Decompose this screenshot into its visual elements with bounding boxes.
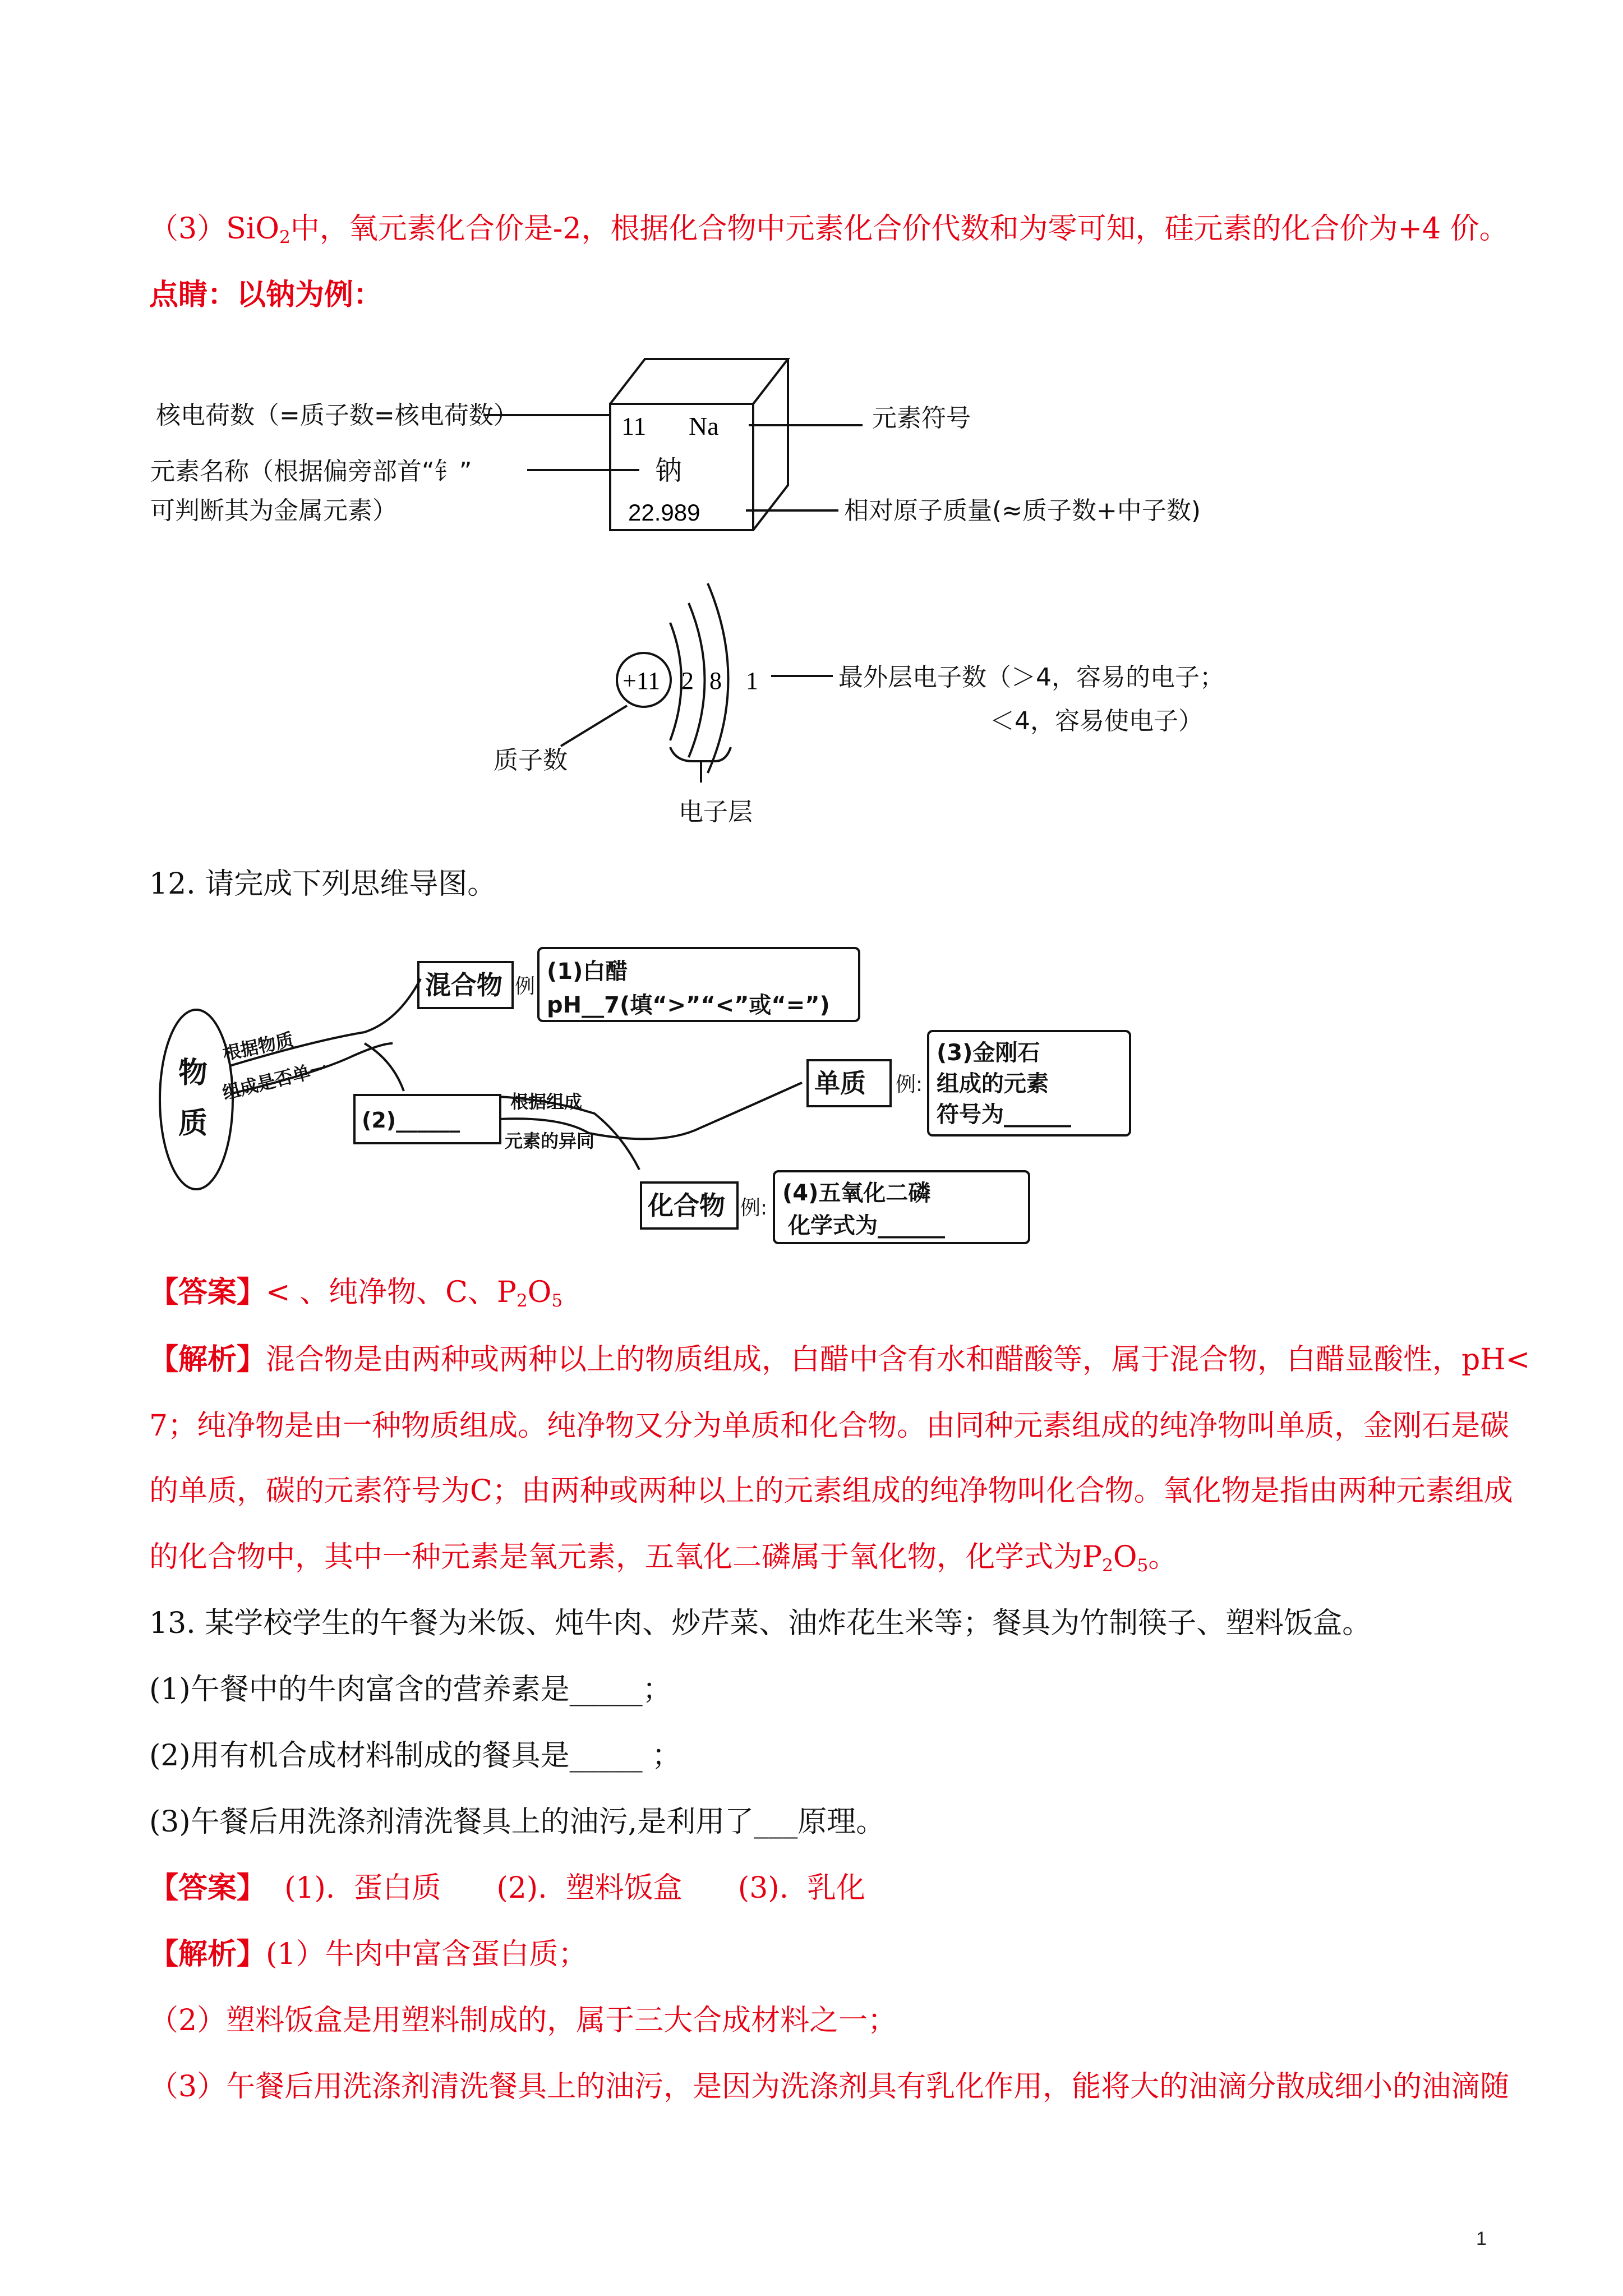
shell-3-count: 1 [746,667,758,694]
shell-2-count: 8 [709,667,722,694]
proton-label: 质子数 [494,746,568,775]
atom-structure-diagram [561,583,833,783]
element-name-label-1: 元素名称（根据偏旁部首“钅” [150,457,472,486]
mindmap-root-ellipse [160,1010,233,1189]
shell-brace [670,747,731,761]
mixture-example-2: pH__7(填“>”“<”或“=”) [547,992,830,1018]
tile-atomic-number: 11 [621,412,647,440]
q12-analysis-4: 的化合物中，其中一种元素是氧元素，五氧化二磷属于氧化物，化学式为$P_2O_5$。 [149,1540,1178,1576]
q13-answer: 【答案】 (1). 蛋白质 (2). 塑料饭盒 (3). 乳化 [149,1871,866,1905]
mindmap-branch-to-pure [365,1043,404,1091]
tip-line: 点睛：以钠为例： [149,278,383,312]
shell-1-count: 2 [681,667,694,694]
proton-pointer [561,706,627,746]
element-example-2: 组成的元素 [937,1071,1049,1097]
q13-part-3: (3)午餐后用洗涤剂清洗餐具上的油污,是利用了___原理。 [149,1805,886,1839]
tile-mass: 22.989 [628,499,700,526]
outer-electron-label-2: ＜4，容易使电子） [990,707,1203,735]
mindmap-branch-label-4: 元素的异同 [505,1130,595,1152]
pure-substance-blank: (2)______ [362,1108,460,1133]
compound-example-2: 化学式为______ [788,1213,945,1239]
mindmap-branch-label-2: 组成是否单一 [220,1057,330,1104]
element-example-marker: 例: [896,1073,923,1096]
compound-label: 化合物 [648,1190,725,1221]
nucleus-charge: +11 [623,667,661,694]
question-13: 13. 某学校学生的午餐为米饭、炖牛肉、炒芹菜、油炸花生米等；餐具为竹制筷子、塑料饭盒。 [149,1607,1372,1640]
element-label: 单质 [814,1068,866,1098]
tile-side-face [753,359,788,530]
element-name-label-2: 可判断其为金属元素） [150,496,397,525]
q13-analysis-2: （2）塑料饭盒是用塑料制成的，属于三大合成材料之一； [149,2004,897,2037]
q13-analysis-1: 【解析】(1）牛肉中富含蛋白质； [149,1937,588,1971]
q12-analysis-2: 7；纯净物是由一种物质组成。纯净物又分为单质和化合物。由同种元素组成的纯净物叫单质，金刚石是碳 [149,1409,1510,1443]
symbol-label: 元素符号 [872,404,971,432]
mindmap-branch-label-3: 根据组成 [510,1091,583,1112]
tile-name: 钠 [655,455,683,486]
tile-top-face [610,359,788,404]
question-12: 12. 请完成下列思维导图。 [149,867,497,901]
q12-analysis-3: 的单质，碳的元素符号为C；由两种或两种以上的元素组成的纯净物叫化合物。氧化物是指由两种元素组成 [149,1474,1513,1508]
q13-analysis-3: （3）午餐后用洗涤剂清洗餐具上的油污，是因为洗涤剂具有乳化作用，能将大的油滴分散成细小的油滴随 [149,2070,1510,2104]
element-example-3: 符号为______ [937,1102,1071,1128]
shell-label: 电子层 [679,798,753,826]
atomic-mass-label: 相对原子质量(≈质子数+中子数) [844,496,1201,525]
mindmap-root-1: 物 [178,1056,208,1090]
tile-symbol: Na [689,412,719,440]
nuclear-charge-label: 核电荷数（=质子数=核电荷数） [156,401,518,430]
element-example-1: (3)金刚石 [937,1040,1040,1066]
q12-answer: 【答案】< 、纯净物、C、$P_2O_5$ [149,1275,563,1311]
mixture-example-1: (1)白醋 [547,959,628,984]
compound-example-marker: 例: [740,1197,768,1220]
compound-example-1: (4)五氧化二磷 [782,1180,931,1206]
mixture-label: 混合物 [425,970,502,1000]
q13-part-1: (1)午餐中的牛肉富含的营养素是_____； [149,1673,672,1706]
page-number: 1 [1476,2228,1487,2249]
mindmap-branch-label-1: 根据物质 [220,1029,296,1065]
mixture-example-marker: 例: [515,975,542,998]
solution-line-3: （3）SiO$_2$中，氧元素化合价是-2，根据化合物中元素化合价代数和为零可知，硅元素的化合价为+4 价。 [149,212,1509,247]
mindmap-root-2: 质 [178,1107,208,1140]
q12-analysis-1: 【解析】混合物是由两种或两种以上的物质组成，白醋中含有水和醋酸等，属于混合物，白醋显酸性，pH< [149,1342,1530,1377]
outer-electron-label-1: 最外层电子数（＞4，容易的电子； [838,663,1224,692]
shell-arc-1 [670,623,681,740]
q13-part-2: (2)用有机合成材料制成的餐具是_____ ； [149,1739,681,1773]
